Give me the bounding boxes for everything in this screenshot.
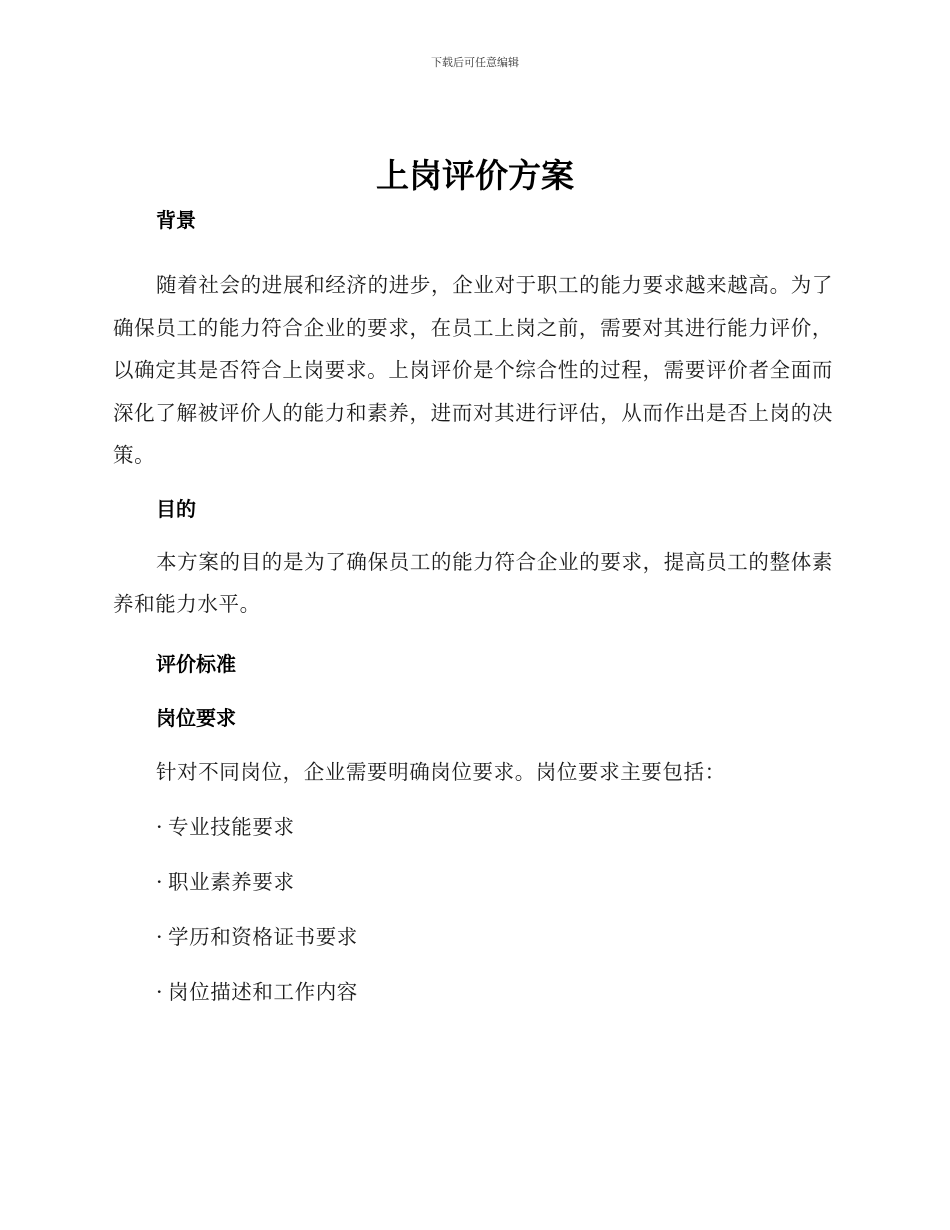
bullet-icon: · — [156, 869, 164, 894]
list-item — [113, 811, 833, 843]
list-item-text: 职业素养要求 — [168, 869, 295, 894]
section-heading-purpose: 目的 — [156, 496, 196, 521]
list-item — [113, 976, 833, 1008]
section-heading-background: 背景 — [156, 208, 196, 232]
list-item — [113, 921, 833, 953]
paragraph-purpose: 本方案的目的是为了确保员工的能力符合企业的要求，提高员工的整体素养和能力水平。 — [113, 549, 833, 616]
paragraph-post-requirements-intro: 针对不同岗位，企业需要明确岗位要求。岗位要求主要包括： — [156, 759, 726, 784]
section-heading-post-requirements: 岗位要求 — [156, 705, 236, 730]
paragraph-background: 随着社会的进展和经济的进步，企业对于职工的能力要求越来越高。为了确保员工的能力符合企业的要求，在员工上岗之前，需要对其进行能力评价，以确定其是否符合上岗要求。上岗评价是个综合性的过程，需要评价者全面而深化了解被评价人的能力和素养，进而对其进行评估，从而作出是否上岗的决策。 — [113, 273, 833, 467]
section-heading-criteria: 评价标准 — [156, 651, 236, 676]
header-note: 下载后可任意编辑 — [431, 56, 519, 69]
list-item-text: 岗位描述和工作内容 — [168, 979, 358, 1004]
list-item — [113, 866, 833, 898]
bullet-icon: · — [156, 979, 164, 1004]
list-item-text: 学历和资格证书要求 — [168, 924, 358, 949]
bullet-icon: · — [156, 924, 164, 949]
bullet-icon: · — [156, 814, 164, 839]
document-title: 上岗评价方案 — [376, 156, 574, 195]
requirements-list — [113, 811, 833, 1008]
document-body — [113, 204, 833, 1008]
list-item-text: 专业技能要求 — [168, 814, 295, 839]
